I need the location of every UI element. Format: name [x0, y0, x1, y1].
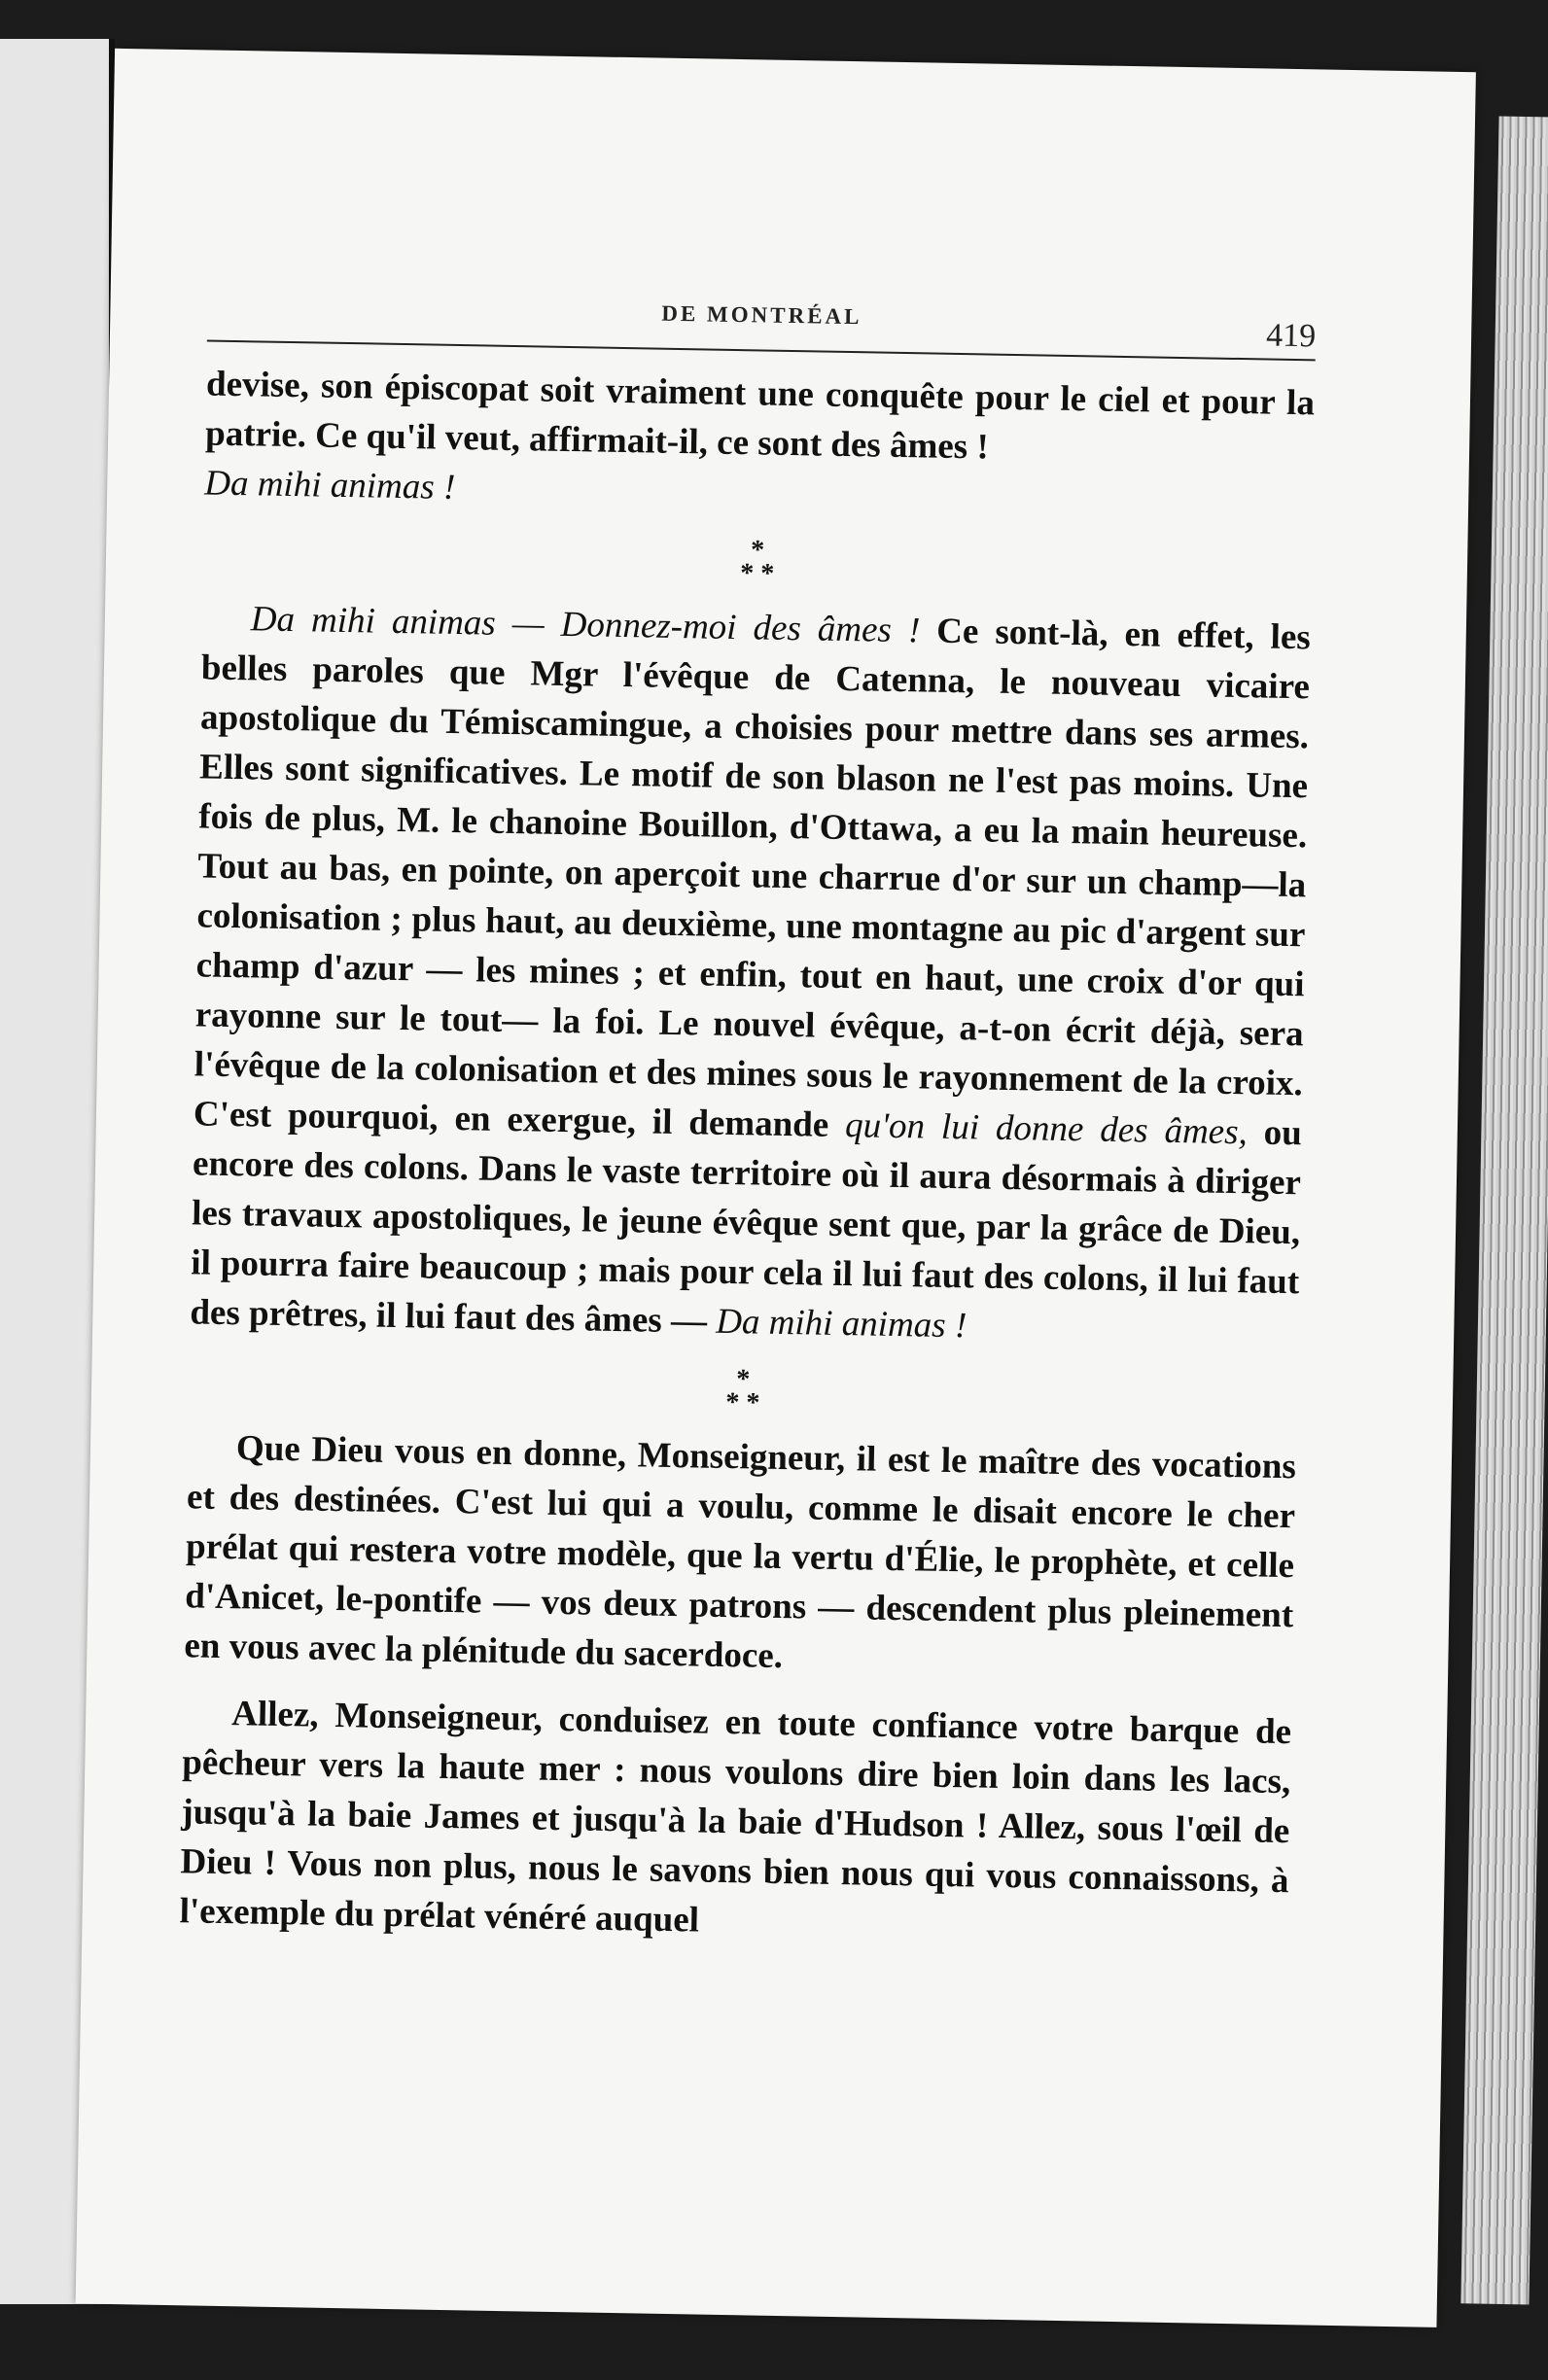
section-separator-1: [203, 529, 1313, 595]
separator-stars-bottom: * *: [725, 1386, 760, 1418]
paragraph-2-text: Ce sont-là, en effet, les belles paroles que Mgr l'évêque de Catenna, le nouveau vicaire apostolique du Témiscamingue, a choisies pour mettre dans ses armes. Elles sont significatives. Le motif de son blason ne l'est pas moins. Une fois de plus, M. le chanoine Bouillon, d'Ottawa, a eu la main heureuse. Tout au bas, en pointe, on aperçoit une charrue d'or sur un champ—la colonisation ; plus haut, au deuxième, une montagne au pic d'argent sur champ d'azur — les mines ; et enfin, tout en haut, une croix d'or qui rayonne sur le tout— la foi. Le nouvel évêque, a-t-on écrit déjà, sera l'évêque de la colonisation et des mines sous le rayonnement de la croix. C'est pourquoi, en exergue, il demande: [193, 611, 1312, 1145]
paragraph-2-latin-end: Da mihi animas !: [715, 1301, 968, 1347]
paragraph-2: [190, 593, 1311, 1356]
book-page: [76, 49, 1476, 2328]
paragraph-2-continuation: ou encore des colons. Dans le vaste territoire où il aura désormais à diriger les travaux apostoliques, le jeune évêque sent que, par la grâce de Dieu, il pourra faire beaucoup ; mais pour cela il lui faut des colons, il lui faut des prêtres, il lui faut des âmes —: [190, 1112, 1303, 1342]
paragraph-1-text: devise, son épiscopat soit vraiment une conquête pour le ciel et pour la patrie. Ce qu'il veut, affirmait-il, ce sont des âmes !: [204, 364, 1316, 468]
paragraph-4: Allez, Monseigneur, conduisez en toute confiance votre barque de pêcheur vers la haute mer : nous voulons dire bien loin dans les lacs, jusqu'à la baie James et jusqu'à la baie d'Hudson ! Allez, sous l'œil de Dieu ! Vous non plus, nous le savons bien nous qui vous connaissons, à l'exemple du prélat vénéré auquel: [179, 1694, 1292, 1941]
paragraph-3: Que Dieu vous en donne, Monseigneur, il est le maître des vocations et des destinées. C'est lui qui a voulu, comme le disait encore le cher prélat qui restera votre modèle, que la vertu d'Élie, le prophète, et celle d'Anicet, le-pontife — vos deux patrons — descendent plus pleinement en vous avec la plénitude du sacerdoce.: [184, 1428, 1297, 1677]
paragraph-1: [204, 359, 1315, 527]
paragraph-2-intro: Da mihi animas — Donnez-moi des âmes !: [250, 599, 921, 651]
paragraph-2-italic-mid: qu'on lui donne des âmes,: [844, 1105, 1249, 1153]
paragraph-1-latin: Da mihi animas !: [203, 463, 456, 508]
section-separator-2: [189, 1358, 1298, 1424]
separator-stars-bottom: * *: [740, 558, 775, 589]
page-number: 419: [1265, 317, 1317, 355]
page-text: [179, 359, 1315, 1955]
separator-star-top: *: [750, 535, 765, 566]
running-title: DE MONTRÉAL: [661, 300, 862, 330]
page-stack-edge: [1460, 117, 1548, 2305]
running-head: [207, 281, 1317, 361]
separator-star-top: *: [736, 1364, 751, 1395]
